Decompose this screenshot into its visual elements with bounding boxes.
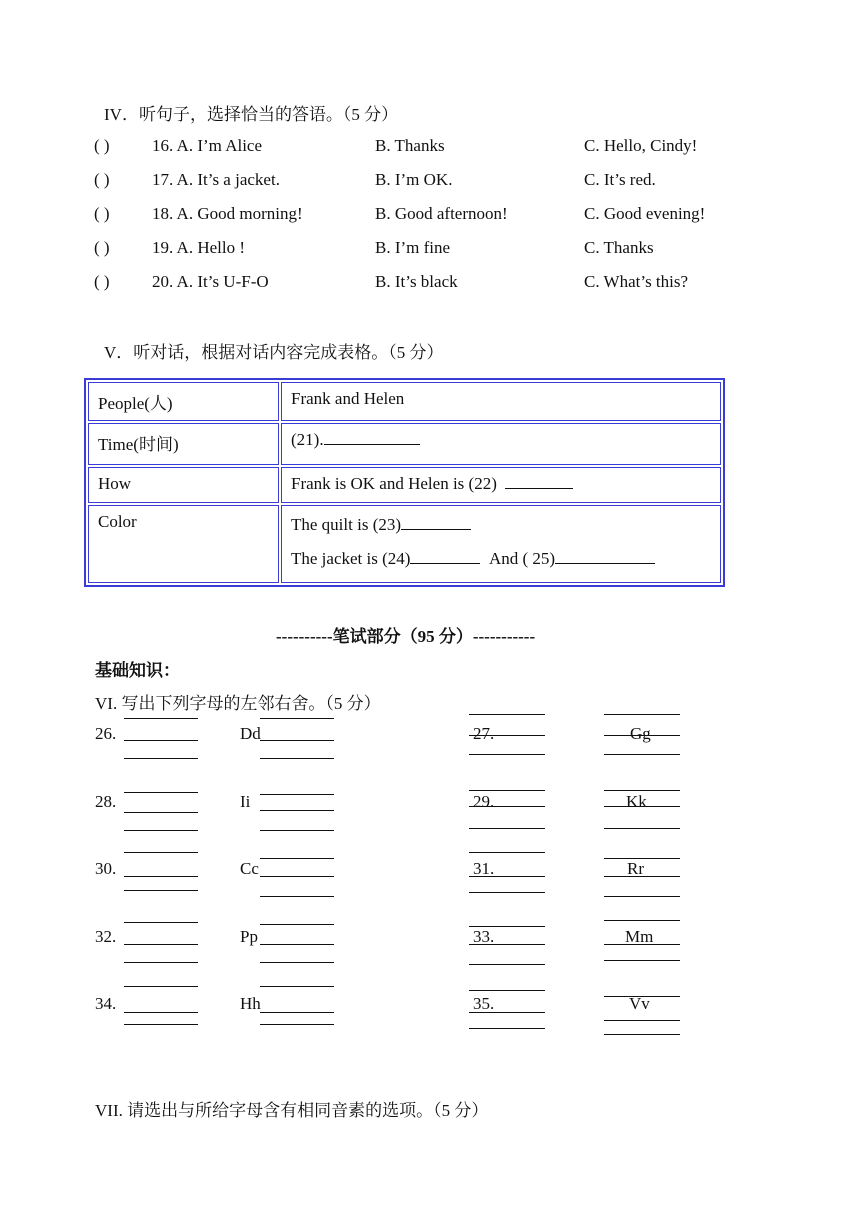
option-a: 16. A. I’m Alice xyxy=(152,136,263,155)
table-value: Frank is OK and Helen is (22) xyxy=(281,467,721,503)
answer-line[interactable] xyxy=(124,852,198,853)
option-c: C. What’s this? xyxy=(584,272,689,291)
answer-line[interactable] xyxy=(260,944,334,945)
answer-line[interactable] xyxy=(604,806,680,807)
answer-blank-25[interactable] xyxy=(555,562,655,564)
table-label: Color xyxy=(88,505,279,583)
answer-line[interactable] xyxy=(469,790,545,791)
table-label: People(人) xyxy=(88,382,279,421)
answer-line[interactable] xyxy=(604,960,680,961)
item-number: 33. xyxy=(473,927,495,946)
answer-line[interactable] xyxy=(469,964,545,965)
answer-line[interactable] xyxy=(469,754,545,755)
answer-paren[interactable]: ( ) xyxy=(94,136,110,155)
answer-line[interactable] xyxy=(124,922,198,923)
answer-line[interactable] xyxy=(469,990,545,991)
option-b: B. I’m fine xyxy=(375,238,451,257)
given-letter: Hh xyxy=(240,994,261,1013)
option-b: B. I’m OK. xyxy=(375,170,453,189)
option-c: C. It’s red. xyxy=(584,170,656,189)
answer-line[interactable] xyxy=(469,852,545,853)
table-label: Time(时间) xyxy=(88,423,279,465)
answer-line[interactable] xyxy=(604,714,680,715)
answer-line[interactable] xyxy=(469,892,545,893)
option-b: B. Thanks xyxy=(375,136,445,155)
option-c: C. Thanks xyxy=(584,238,654,257)
answer-line[interactable] xyxy=(260,986,334,987)
option-b: B. It’s black xyxy=(375,272,458,291)
answer-line[interactable] xyxy=(604,876,680,877)
item-number: 30. xyxy=(95,859,117,878)
item-number: 34. xyxy=(95,994,117,1013)
answer-line[interactable] xyxy=(469,926,545,927)
answer-paren[interactable]: ( ) xyxy=(94,272,110,291)
answer-paren[interactable]: ( ) xyxy=(94,170,110,189)
answer-blank-22[interactable] xyxy=(505,487,573,489)
table-value: The quilt is (23) The jacket is (24) And ( 25) xyxy=(281,505,721,583)
answer-line[interactable] xyxy=(469,735,545,736)
answer-line[interactable] xyxy=(260,896,334,897)
answer-line[interactable] xyxy=(124,718,198,719)
answer-line[interactable] xyxy=(124,1012,198,1013)
answer-line[interactable] xyxy=(260,740,334,741)
answer-line[interactable] xyxy=(604,944,680,945)
given-letter: Gg xyxy=(630,724,651,743)
option-a: 17. A. It’s a jacket. xyxy=(152,170,280,189)
table-value: (21). xyxy=(281,423,721,465)
answer-line[interactable] xyxy=(124,740,198,741)
answer-line[interactable] xyxy=(124,792,198,793)
answer-line[interactable] xyxy=(124,986,198,987)
answer-line[interactable] xyxy=(124,1024,198,1025)
answer-line[interactable] xyxy=(260,876,334,877)
answer-line[interactable] xyxy=(604,858,680,859)
answer-line[interactable] xyxy=(124,758,198,759)
option-a: 18. A. Good morning! xyxy=(152,204,303,223)
answer-line[interactable] xyxy=(260,718,334,719)
option-c: C. Good evening! xyxy=(584,204,706,223)
answer-line[interactable] xyxy=(260,830,334,831)
answer-paren[interactable]: ( ) xyxy=(94,238,110,257)
item-number: 26. xyxy=(95,724,117,743)
option-a: 19. A. Hello ! xyxy=(152,238,246,257)
given-letter: Ii xyxy=(240,792,251,811)
given-letter: Dd xyxy=(240,724,261,743)
answer-line[interactable] xyxy=(124,962,198,963)
answer-line[interactable] xyxy=(604,754,680,755)
answer-line[interactable] xyxy=(260,924,334,925)
answer-line[interactable] xyxy=(604,790,680,791)
table-value: Frank and Helen xyxy=(281,382,721,421)
given-letter: Pp xyxy=(240,927,258,946)
item-number: 29. xyxy=(473,792,495,811)
dialogue-table xyxy=(84,378,725,587)
answer-line[interactable] xyxy=(469,714,545,715)
given-letter: Cc xyxy=(240,859,259,878)
answer-line[interactable] xyxy=(469,944,545,945)
answer-line[interactable] xyxy=(469,876,545,877)
answer-line[interactable] xyxy=(469,828,545,829)
answer-line[interactable] xyxy=(124,944,198,945)
answer-line[interactable] xyxy=(260,962,334,963)
answer-line[interactable] xyxy=(260,758,334,759)
answer-line[interactable] xyxy=(124,812,198,813)
option-b: B. Good afternoon! xyxy=(375,204,508,223)
table-label: How xyxy=(88,467,279,503)
answer-line[interactable] xyxy=(469,1028,545,1029)
answer-line[interactable] xyxy=(604,735,680,736)
answer-line[interactable] xyxy=(124,830,198,831)
section-vi-title: VI. 写出下列字母的左邻右舍。（5 分） xyxy=(95,694,381,713)
item-number: 27. xyxy=(473,724,495,743)
item-number: 35. xyxy=(473,994,495,1013)
written-part-heading: ----------笔试部分（95 分）----------- xyxy=(276,627,536,646)
option-a: 20. A. It’s U-F-O xyxy=(152,272,269,291)
answer-line[interactable] xyxy=(604,996,680,997)
answer-line[interactable] xyxy=(124,890,198,891)
item-number: 31. xyxy=(473,859,495,878)
answer-blank-24[interactable] xyxy=(410,562,480,564)
item-number: 32. xyxy=(95,927,117,946)
answer-line[interactable] xyxy=(260,858,334,859)
answer-blank-23[interactable] xyxy=(401,528,471,530)
answer-line[interactable] xyxy=(604,896,680,897)
answer-line[interactable] xyxy=(604,1020,680,1021)
given-letter: Kk xyxy=(626,792,647,811)
given-letter: Vv xyxy=(629,994,650,1013)
answer-line[interactable] xyxy=(260,1024,334,1025)
section-iv-title: IV．听句子，选择恰当的答语。（5 分） xyxy=(104,105,399,124)
answer-line[interactable] xyxy=(604,1034,680,1035)
given-letter: Mm xyxy=(625,927,654,946)
section-vii-title: VII. 请选出与所给字母含有相同音素的选项。（5 分） xyxy=(95,1101,489,1120)
answer-line[interactable] xyxy=(260,794,334,795)
answer-line[interactable] xyxy=(469,1012,545,1013)
answer-line[interactable] xyxy=(124,876,198,877)
item-number: 28. xyxy=(95,792,117,811)
basics-heading: 基础知识： xyxy=(95,661,180,680)
answer-blank-21[interactable] xyxy=(324,443,420,445)
answer-line[interactable] xyxy=(604,920,680,921)
answer-line[interactable] xyxy=(604,828,680,829)
answer-paren[interactable]: ( ) xyxy=(94,204,110,223)
answer-line[interactable] xyxy=(260,1012,334,1013)
given-letter: Rr xyxy=(627,859,644,878)
section-v-title: V．听对话，根据对话内容完成表格。（5 分） xyxy=(104,343,444,362)
answer-line[interactable] xyxy=(260,810,334,811)
answer-line[interactable] xyxy=(469,806,545,807)
option-c: C. Hello, Cindy! xyxy=(584,136,698,155)
